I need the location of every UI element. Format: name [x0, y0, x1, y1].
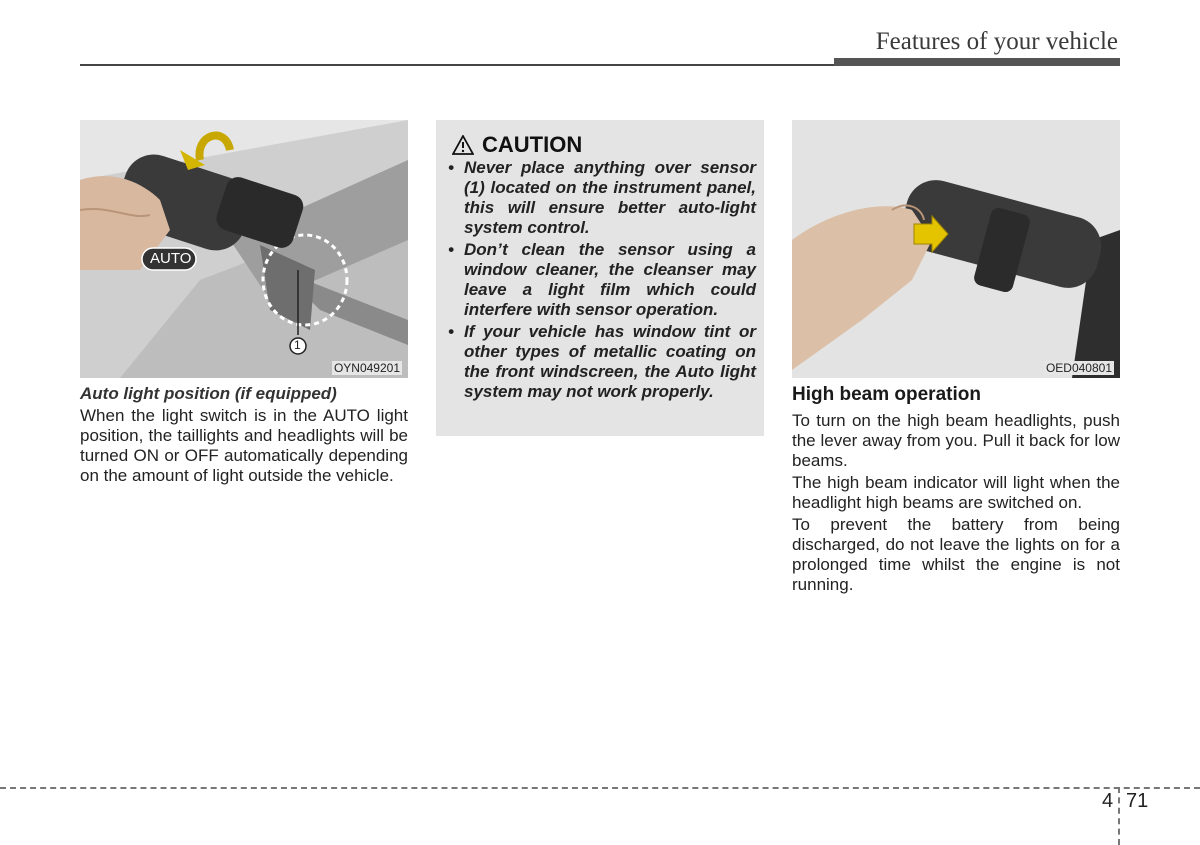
high-beam-illustration — [792, 120, 1120, 378]
caution-title: CAUTION — [482, 132, 583, 157]
right-paragraph: To prevent the battery from being discharged, do not leave the lights on for a prolonged time whilst the engine is not running. — [792, 515, 1120, 594]
caution-item-text: Don’t clean the sensor using a window cleaner, the cleanser may leave a light film which could interfere with sensor operation. — [464, 240, 756, 319]
bullet-point: • — [448, 158, 454, 177]
footer-rule — [0, 787, 1200, 789]
right-body-text — [792, 411, 1120, 597]
auto-light-figure — [80, 120, 408, 378]
page-number: 71 — [1126, 790, 1149, 812]
figure-code: OYN049201 — [333, 361, 400, 375]
bullet-point: • — [448, 322, 454, 341]
auto-light-illustration — [80, 120, 408, 378]
callout-number: 1 — [294, 338, 301, 352]
bullet-point: • — [448, 240, 454, 259]
left-body-text — [80, 406, 408, 488]
header-rule-accent — [834, 58, 1120, 66]
page-number-divider — [1118, 787, 1120, 845]
auto-label: AUTO — [150, 250, 192, 267]
caution-header — [452, 132, 582, 158]
high-beam-figure — [792, 120, 1120, 378]
right-paragraph: To turn on the high beam headlights, push the lever away from you. Pull it back for low beams. — [792, 411, 1120, 470]
caution-item — [446, 322, 756, 402]
caution-box — [436, 120, 764, 436]
figure-caption: Auto light position (if equipped) — [80, 384, 337, 403]
caution-item-text: Never place anything over sensor (1) located on the instrument panel, this will ensure better auto-light system control. — [464, 158, 756, 237]
figure-code: OED040801 — [1045, 361, 1112, 375]
page-header-title: Features of your vehicle — [875, 28, 1118, 55]
chapter-number: 4 — [1102, 790, 1114, 812]
caution-list — [446, 158, 756, 404]
left-paragraph: When the light switch is in the AUTO light position, the taillights and headlights will be turned ON or OFF automatically depending on the amount of light outside the vehicle. — [80, 406, 408, 485]
caution-item-text: If your vehicle has window tint or other types of metallic coating on the front windscreen, the Auto light system may not work properly. — [464, 322, 756, 401]
section-heading: High beam operation — [792, 384, 981, 405]
header-rule — [80, 64, 840, 66]
right-paragraph: The high beam indicator will light when the headlight high beams are switched on. — [792, 473, 1120, 512]
caution-item — [446, 240, 756, 320]
caution-item — [446, 158, 756, 238]
warning-triangle-icon — [452, 135, 474, 155]
